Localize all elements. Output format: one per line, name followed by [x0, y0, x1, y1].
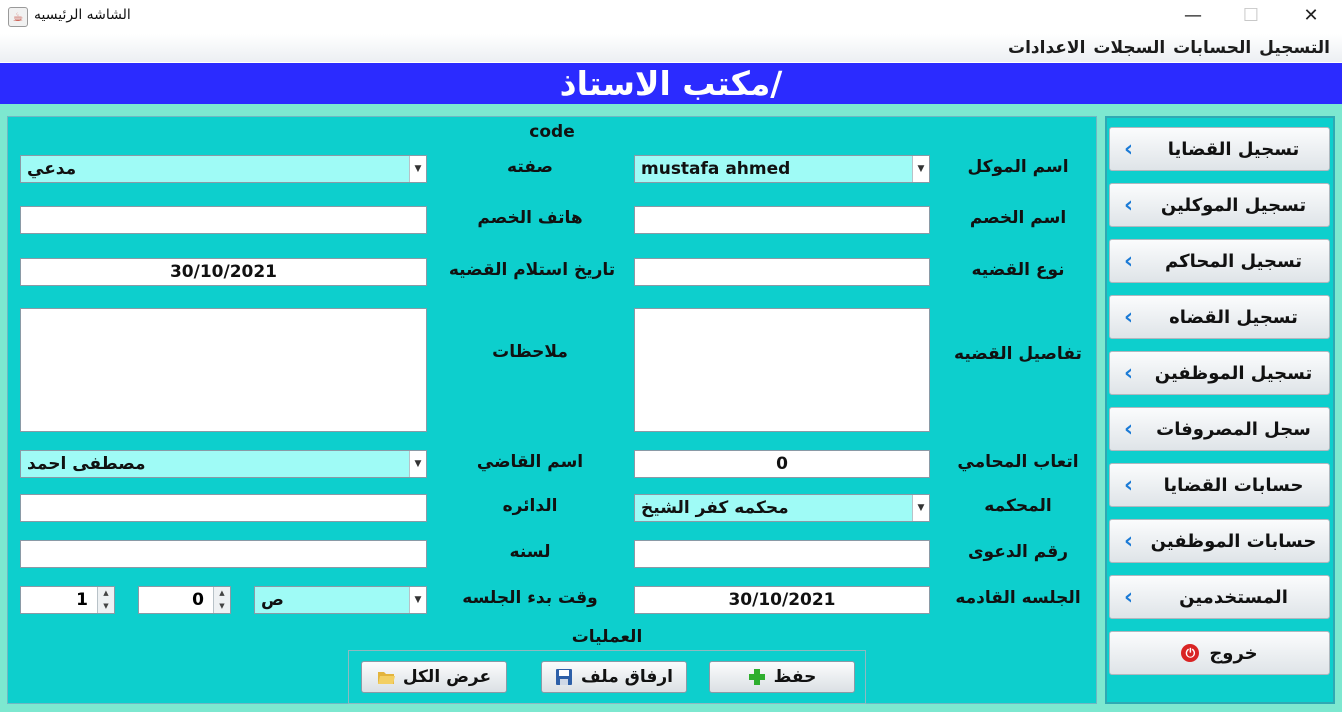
minute-value: 0 [192, 590, 204, 610]
sidebar-item-label: تسجيل القضايا [1167, 138, 1300, 160]
menu-settings[interactable]: الاعدادات [1008, 38, 1086, 58]
chevron-right-icon: › [1124, 473, 1134, 498]
lawsuit-number-label: رقم الدعوى [967, 542, 1069, 562]
page-header: مكتب الاستاذ/ [0, 63, 1342, 104]
java-app-icon: ☕ [8, 7, 28, 27]
chevron-right-icon: › [1124, 417, 1134, 442]
court-label: المحكمه [984, 496, 1052, 516]
next-session-input[interactable]: 30/10/2021 [634, 586, 930, 614]
session-time-label: وقت بدء الجلسه [462, 588, 598, 608]
receive-date-input[interactable]: 30/10/2021 [20, 258, 427, 286]
lawyer-fees-input[interactable]: 0 [634, 450, 930, 478]
opponent-phone-label: هاتف الخصم [477, 208, 583, 228]
client-name-label: اسم الموكل [967, 157, 1069, 177]
minimize-button[interactable]: — [1184, 5, 1202, 26]
maximize-button[interactable]: ☐ [1242, 5, 1260, 26]
chevron-right-icon: › [1124, 193, 1134, 218]
case-type-label: نوع القضيه [971, 260, 1065, 280]
notes-textarea[interactable] [20, 308, 427, 432]
circuit-label: الدائره [502, 496, 558, 516]
sidebar-item-register-employees[interactable] [1109, 351, 1330, 395]
case-details-label: تفاصيل القضيه [954, 344, 1082, 364]
circuit-input[interactable] [20, 494, 427, 522]
menu-accounts[interactable]: الحسابات [1173, 38, 1252, 58]
opponent-name-label: اسم الخصم [969, 208, 1067, 228]
sidebar-item-label: تسجيل الموظفين [1154, 362, 1313, 384]
opponent-phone-input[interactable] [20, 206, 427, 234]
sidebar-item-expenses[interactable] [1109, 407, 1330, 451]
chevron-down-icon[interactable]: ▼ [912, 156, 929, 182]
sidebar-item-register-clients[interactable] [1109, 183, 1330, 227]
ampm-select[interactable] [254, 586, 427, 614]
chevron-right-icon: › [1124, 585, 1134, 610]
opponent-name-input[interactable] [634, 206, 930, 234]
title-bar [0, 0, 1342, 34]
lawyer-fees-label: اتعاب المحامي [957, 452, 1079, 472]
window-title: الشاشه الرئيسيه [34, 7, 131, 23]
capacity-select[interactable] [20, 155, 427, 183]
chevron-down-icon[interactable]: ▼ [409, 451, 426, 477]
client-name-value: mustafa ahmed [641, 159, 791, 179]
sidebar-item-case-accounts[interactable] [1109, 463, 1330, 507]
show-all-button-label: عرض الكل [402, 667, 492, 687]
exit-button[interactable] [1109, 631, 1330, 675]
sidebar-item-label: تسجيل الموكلين [1160, 194, 1307, 216]
lawsuit-number-input[interactable] [634, 540, 930, 568]
sidebar-item-employee-accounts[interactable] [1109, 519, 1330, 563]
chevron-right-icon: › [1124, 249, 1134, 274]
exit-button-label: خروج [1209, 642, 1258, 664]
plus-icon [748, 668, 766, 686]
attach-button-label: ارفاق ملف [581, 667, 673, 687]
chevron-down-icon[interactable]: ▼ [409, 587, 426, 613]
sidebar-item-label: حسابات القضايا [1163, 474, 1304, 496]
attach-file-button[interactable] [541, 661, 687, 693]
case-type-input[interactable] [634, 258, 930, 286]
court-value: محكمه كفر الشيخ [641, 498, 789, 518]
sidebar-item-register-courts[interactable] [1109, 239, 1330, 283]
spinner-down-icon[interactable]: ▼ [213, 600, 230, 613]
minute-spinner[interactable] [138, 586, 231, 614]
power-icon: ⏻ [1181, 644, 1199, 662]
menu-items [1008, 38, 1330, 58]
menu-records[interactable]: السجلات [1093, 38, 1166, 58]
sidebar-item-label: حسابات الموظفين [1150, 530, 1317, 552]
chevron-down-icon[interactable]: ▼ [409, 156, 426, 182]
capacity-value: مدعي [27, 159, 77, 179]
chevron-right-icon: › [1124, 529, 1134, 554]
notes-label: ملاحظات [492, 342, 568, 362]
judge-name-value: مصطفى احمد [27, 454, 146, 474]
receive-date-label: تاريخ استلام القضيه [448, 260, 616, 280]
judge-name-select[interactable] [20, 450, 427, 478]
code-label: code [529, 122, 575, 142]
hour-value: 1 [76, 590, 88, 610]
folder-icon [377, 668, 395, 686]
close-button[interactable]: ✕ [1303, 5, 1319, 26]
operations-label: العمليات [571, 627, 643, 647]
save-button[interactable] [709, 661, 855, 693]
sidebar-item-label: تسجيل القضاه [1169, 306, 1298, 328]
floppy-disk-icon [555, 668, 573, 686]
sidebar-item-register-judges[interactable] [1109, 295, 1330, 339]
chevron-down-icon[interactable]: ▼ [912, 495, 929, 521]
hour-spinner[interactable] [20, 586, 115, 614]
chevron-right-icon: › [1124, 361, 1134, 386]
sidebar-item-label: المستخدمين [1179, 586, 1288, 608]
next-session-label: الجلسه القادمه [955, 588, 1081, 608]
chevron-right-icon: › [1124, 305, 1134, 330]
capacity-label: صفته [507, 157, 553, 177]
year-label: لسنه [509, 542, 551, 562]
chevron-right-icon: › [1124, 137, 1134, 162]
save-button-label: حفظ [773, 667, 817, 687]
show-all-button[interactable] [361, 661, 507, 693]
sidebar-item-register-cases[interactable] [1109, 127, 1330, 171]
judge-name-label: اسم القاضي [476, 452, 584, 472]
sidebar-item-label: سجل المصروفات [1156, 418, 1311, 440]
sidebar-item-label: تسجيل المحاكم [1164, 250, 1303, 272]
court-select[interactable] [634, 494, 930, 522]
ampm-value: ص [261, 590, 284, 610]
client-name-select[interactable] [634, 155, 930, 183]
sidebar-item-users[interactable] [1109, 575, 1330, 619]
year-input[interactable] [20, 540, 427, 568]
spinner-down-icon[interactable]: ▼ [97, 600, 114, 613]
case-details-textarea[interactable] [634, 308, 930, 432]
menu-registration[interactable]: التسجيل [1259, 38, 1330, 58]
spinner-up-icon[interactable]: ▲ [97, 587, 114, 601]
spinner-up-icon[interactable]: ▲ [213, 587, 230, 601]
